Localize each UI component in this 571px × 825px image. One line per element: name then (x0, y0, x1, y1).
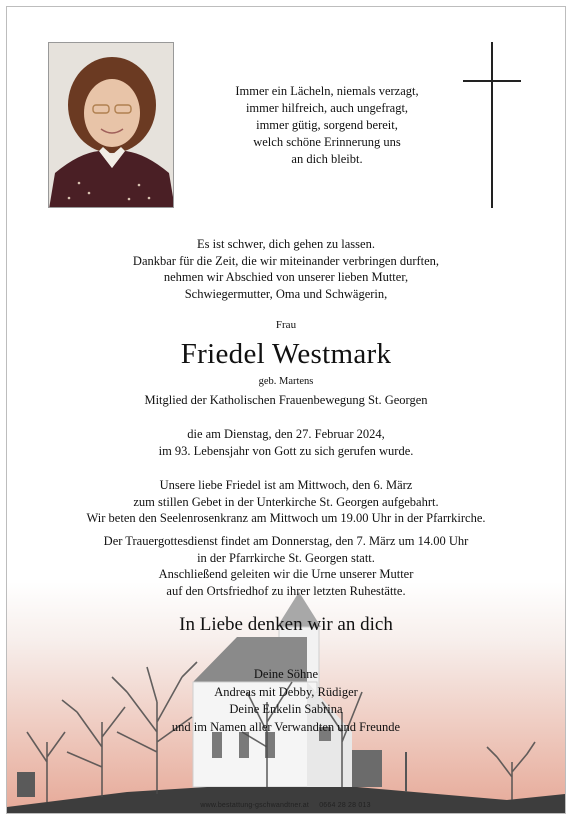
family-list (7, 666, 565, 736)
portrait-photo (48, 42, 174, 208)
obituary-card (6, 6, 566, 814)
service-line: auf den Ortsfriedhof zu ihrer letzten Ruhestätte. (166, 583, 406, 598)
family-line: Andreas mit Debby, Rüdiger (214, 684, 358, 699)
maiden-name: geb. Martens (258, 376, 314, 387)
viewing-notice (7, 477, 565, 527)
membership: Mitglied der Katholischen Frauenbewegung St. Georgen (144, 393, 428, 407)
intro-line: Schwiegermutter, Oma und Schwägerin, (184, 286, 388, 301)
service-notice (7, 533, 565, 599)
viewing-line: Wir beten den Seelenrosenkranz am Mittwoch um 19.00 Uhr in der Pfarrkirche. (86, 511, 486, 525)
service-line: Der Trauergottesdienst findet am Donnerstag, den 7. März um 14.00 Uhr (103, 534, 469, 548)
remembrance-heading: In Liebe denken wir an dich (179, 614, 393, 635)
footer-website: www.bestattung-gschwandtner.at (200, 802, 310, 809)
service-line: Anschließend geleiten wir die Urne unserer Mutter (158, 567, 414, 581)
death-line: im 93. Lebensjahr von Gott zu sich gerufen wurde. (158, 443, 414, 458)
family-line: Deine Söhne (253, 667, 319, 681)
latin-cross-icon (463, 42, 521, 209)
poem (217, 83, 437, 168)
intro-line: Dankbar für die Zeit, die wir miteinander verbringen durften, (132, 253, 440, 268)
salutation: Frau (275, 319, 297, 331)
death-notice (7, 426, 565, 459)
deceased-name: Friedel Westmark (180, 338, 392, 370)
intro-text (7, 236, 565, 302)
poem-line: welch schöne Erinnerung uns (253, 135, 401, 149)
death-line: die am Dienstag, den 27. Februar 2024, (187, 427, 385, 441)
footer-phone: 0664 28 28 013 (319, 802, 371, 809)
footer (0, 802, 571, 809)
intro-line: nehmen wir Abschied von unserer lieben Mutter, (163, 270, 409, 284)
service-line: in der Pfarrkirche St. Georgen statt. (197, 550, 375, 565)
family-line: und im Namen aller Verwandten und Freunde (171, 719, 401, 734)
poem-line: immer hilfreich, auch ungefragt, (245, 101, 409, 115)
poem-line: an dich bleibt. (291, 152, 363, 166)
intro-line: Es ist schwer, dich gehen zu lassen. (197, 237, 375, 251)
poem-line: Immer ein Lächeln, niemals verzagt, (235, 84, 419, 98)
viewing-line: Unsere liebe Friedel ist am Mittwoch, den 6. März (159, 478, 413, 492)
family-line: Deine Enkelin Sabrina (229, 702, 343, 716)
poem-line: immer gütig, sorgend bereit, (256, 118, 398, 132)
viewing-line: zum stillen Gebet in der Unterkirche St. Georgen aufgebahrt. (133, 494, 439, 509)
